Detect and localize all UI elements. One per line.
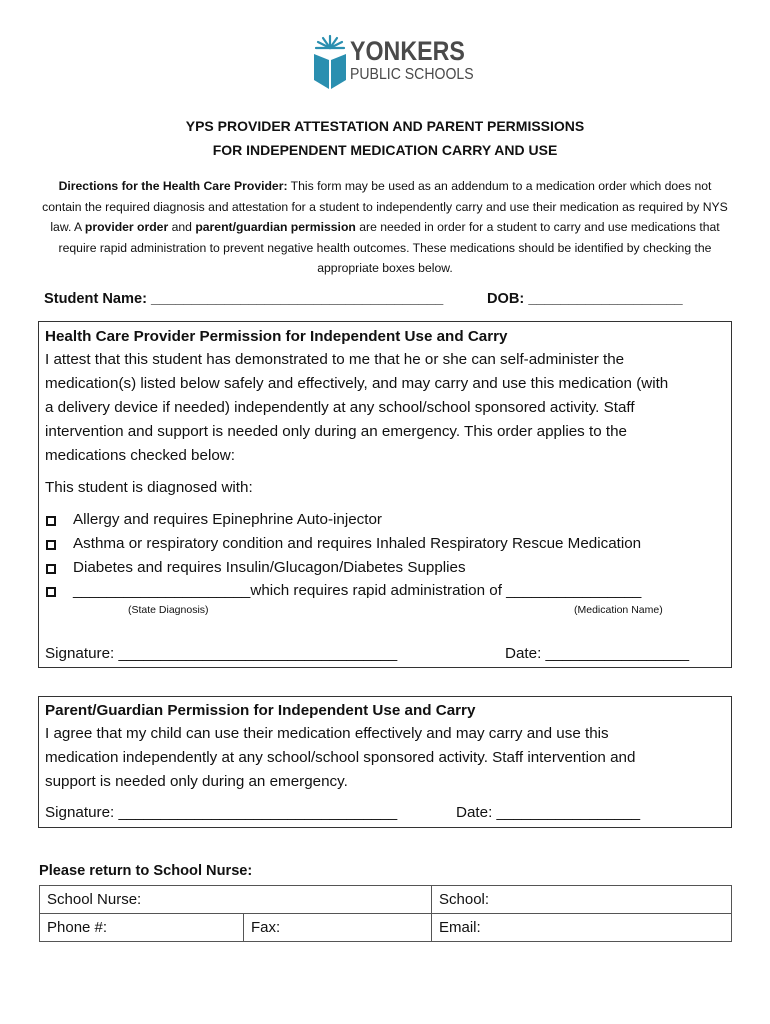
directions-lead: Directions for the Health Care Provider: xyxy=(58,179,288,193)
logo-name-line1: YONKERS xyxy=(350,36,465,66)
school-cell[interactable]: School: xyxy=(432,886,732,914)
directions-bold-provider-order: provider order xyxy=(84,220,169,235)
diagnosed-with-label: This student is diagnosed with: xyxy=(45,479,253,496)
table-row xyxy=(40,914,732,942)
email-cell[interactable]: Email: xyxy=(432,914,732,942)
book-sunburst-icon xyxy=(312,34,348,90)
table-row xyxy=(40,886,732,914)
option-asthma: Asthma or respiratory condition and requires Inhaled Respiratory Rescue Medication xyxy=(73,535,642,552)
directions-text-1: This form may be used as an addendum to a medication order which does not contain the required diagnosis and attestation for a student to independently carry and use their medication as required by NYS law. A xyxy=(42,179,728,235)
form-title-line1: YPS PROVIDER ATTESTATION AND PARENT PERMISSIONS xyxy=(185,118,585,134)
return-info-table xyxy=(39,885,732,942)
directions-text-2: and xyxy=(168,220,196,235)
option-other-diagnosis[interactable]: _____________________which requires rapid administration of ________________ xyxy=(73,582,642,599)
provider-date-field[interactable]: Date: _________________ xyxy=(505,645,690,662)
directions-paragraph xyxy=(40,176,730,279)
school-nurse-cell[interactable]: School Nurse: xyxy=(40,886,432,914)
return-heading: Please return to School Nurse: xyxy=(39,863,253,879)
parent-date-field[interactable]: Date: _________________ xyxy=(456,804,641,821)
provider-line-2: medication(s) listed below safely and effectively, and may carry and use this medication (with xyxy=(45,375,669,392)
option-allergy: Allergy and requires Epinephrine Auto-injector xyxy=(73,511,382,528)
provider-line-3: a delivery device if needed) independently at any school/school sponsored activity. Staff xyxy=(45,399,635,416)
provider-line-1: I attest that this student has demonstrated to me that he or she can self-administer the xyxy=(45,351,625,368)
dob-field[interactable]: DOB: ___________________ xyxy=(487,291,683,307)
state-diagnosis-caption: (State Diagnosis) xyxy=(128,604,209,616)
parent-signature-field[interactable]: Signature: _________________________________ xyxy=(45,804,398,821)
checkbox-diabetes[interactable] xyxy=(46,564,56,574)
parent-heading: Parent/Guardian Permission for Independent Use and Carry xyxy=(45,702,476,719)
yonkers-logo xyxy=(312,34,472,92)
provider-heading: Health Care Provider Permission for Independent Use and Carry xyxy=(45,328,508,345)
directions-text-3: are needed in order for a student to carry and use medications that require rapid administration to prevent negative health outcomes. These medications should be identified by checking the appropriate boxes below. xyxy=(58,220,720,276)
provider-line-5: medications checked below: xyxy=(45,447,235,464)
form-title-line2: FOR INDEPENDENT MEDICATION CARRY AND USE xyxy=(212,142,558,158)
parent-line-2: medication independently at any school/school sponsored activity. Staff intervention and xyxy=(45,749,636,766)
parent-line-1: I agree that my child can use their medication effectively and may carry and use this xyxy=(45,725,609,742)
directions-bold-parent-permission: parent/guardian permission xyxy=(195,220,356,235)
checkbox-asthma[interactable] xyxy=(46,540,56,550)
phone-cell[interactable]: Phone #: xyxy=(40,914,244,942)
provider-line-4: intervention and support is needed only during an emergency. This order applies to the xyxy=(45,423,627,440)
student-name-field[interactable]: Student Name: ____________________________________ xyxy=(44,291,444,307)
fax-cell[interactable]: Fax: xyxy=(244,914,432,942)
parent-line-3: support is needed only during an emergency. xyxy=(45,773,348,790)
medication-name-caption: (Medication Name) xyxy=(574,604,663,616)
checkbox-allergy[interactable] xyxy=(46,516,56,526)
provider-signature-field[interactable]: Signature: _________________________________ xyxy=(45,645,398,662)
checkbox-other-diagnosis[interactable] xyxy=(46,587,56,597)
logo-name-line2: PUBLIC SCHOOLS xyxy=(350,66,474,83)
option-diabetes: Diabetes and requires Insulin/Glucagon/Diabetes Supplies xyxy=(73,559,466,576)
